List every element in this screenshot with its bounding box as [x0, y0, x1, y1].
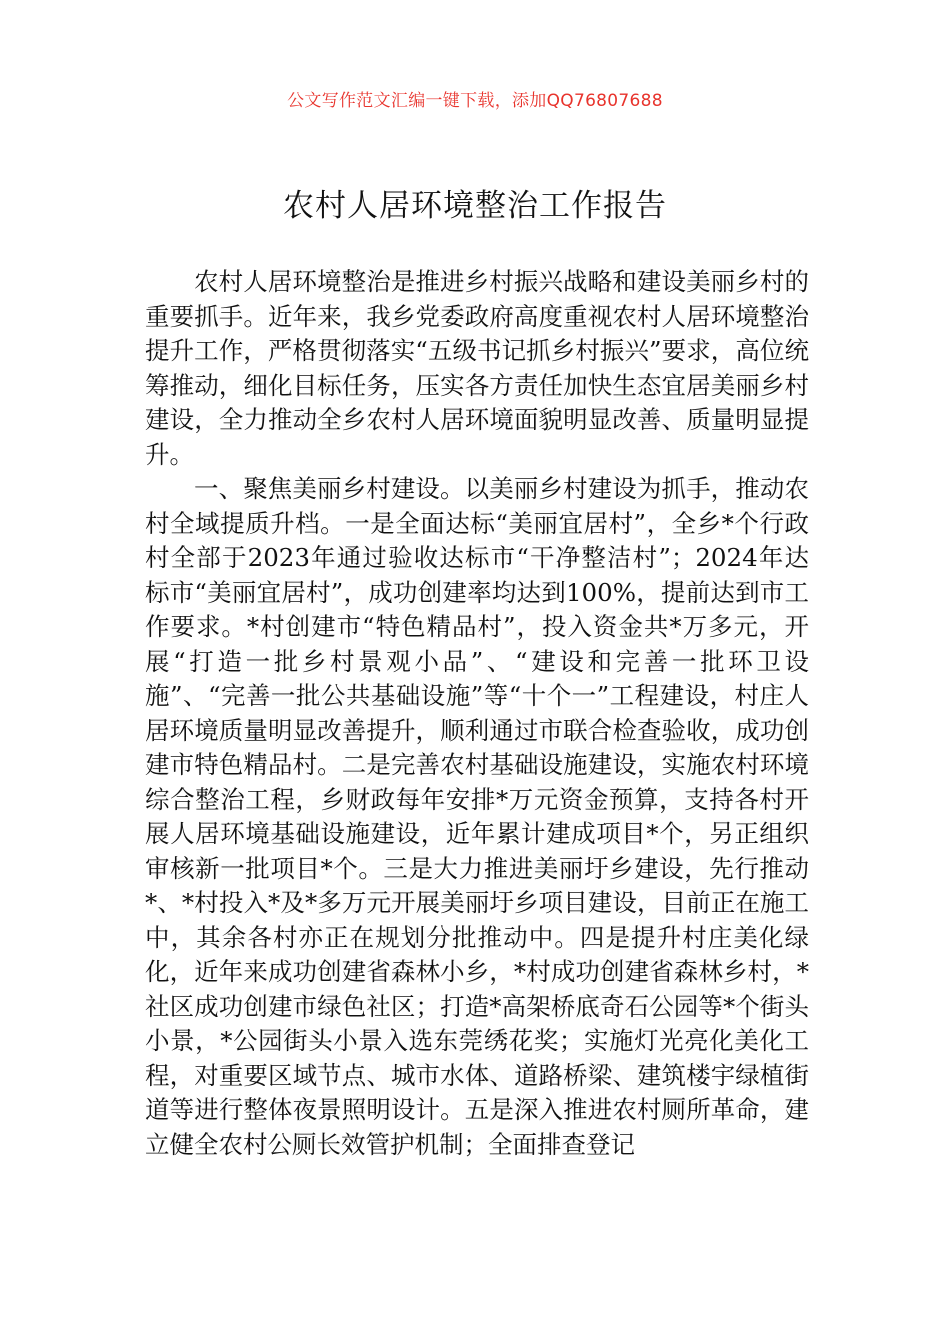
paragraph-intro: 农村人居环境整治是推进乡村振兴战略和建设美丽乡村的重要抓手。近年来，我乡党委政府高度重视农村人居环境整治提升工作，严格贯彻落实“五级书记抓乡村振兴”要求，高位统筹推动，细化目标任务，压实各方责任加快生态宜居美丽乡村建设，全力推动全乡农村人居环境面貌明显改善、质量明显提升。 — [145, 267, 809, 469]
paragraph-section-one: 一、聚焦美丽乡村建设。以美丽乡村建设为抓手，推动农村全域提质升档。一是全面达标“美丽宜居村”，全乡*个行政村全部于2023年通过验收达标市“干净整洁村”；2024年达标市“美丽宜居村”，成功创建率均达到100%，提前达到市工作要求。*村创建市“特色精品村”，投入资金共*万多元，开展“打造一批乡村景观小品”、“建设和完善一批环卫设施”、“完善一批公共基础设施”等“十个一”工程建设，村庄人居环境质量明显改善提升，顺利通过市联合检查验收，成功创建市特色精品村。二是完善农村基础设施建设，实施农村环境综合整治工程，乡财政每年安排*万元资金预算，支持各村开展人居环境基础设施建设，近年累计建成项目*个，另正组织审核新一批项目*个。三是大力推进美丽圩乡建设，先行推动*、*村投入*及*多万元开展美丽圩乡项目建设，目前正在施工中，其余各村亦正在规划分批推动中。四是提升村庄美化绿化，近年来成功创建省森林小乡，*村成功创建省森林乡村，*社区成功创建市绿色社区；打造*高架桥底奇石公园等*个街头小景，*公园街头小景入选东莞绣花奖；实施灯光亮化美化工程，对重要区域节点、城市水体、道路桥梁、建筑楼宇绿植街道等进行整体夜景照明设计。五是深入推进农村厕所革命，建立健全农村公厕长效管护机制；全面排查登记 — [145, 474, 809, 1159]
download-promo-note: 公文写作范文汇编一键下载，添加QQ76807688 — [287, 91, 663, 111]
document-title: 农村人居环境整治工作报告 — [283, 188, 667, 224]
document-body — [145, 265, 809, 1162]
